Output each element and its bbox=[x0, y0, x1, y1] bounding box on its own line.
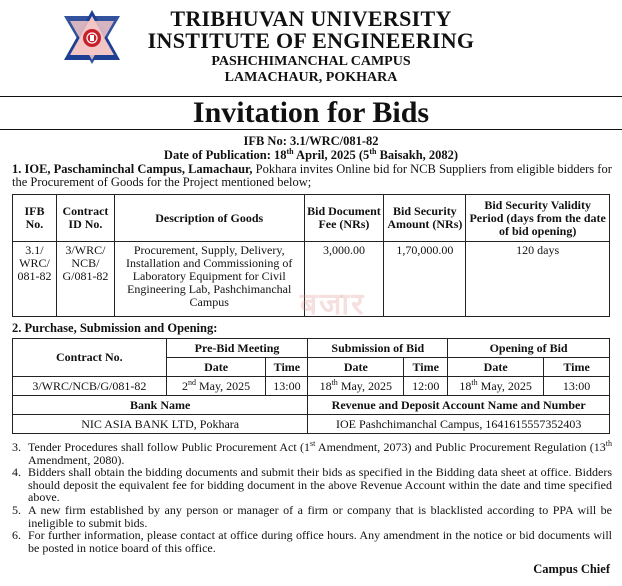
header-time: Time bbox=[266, 358, 308, 377]
notes-list bbox=[12, 441, 612, 554]
header bbox=[120, 8, 502, 86]
cell-submission-time: 12:00 bbox=[404, 377, 448, 396]
header-validity: Bid Security Validity Period (days from the date of bid opening) bbox=[466, 195, 610, 242]
cell-prebid-time: 13:00 bbox=[266, 377, 308, 396]
university-logo-icon bbox=[62, 8, 122, 66]
section-2-title: 2. Purchase, Submission and Opening: bbox=[12, 321, 218, 335]
header-time: Time bbox=[404, 358, 448, 377]
cell-submission-date: 18th May, 2025 bbox=[308, 377, 404, 396]
list-item: 5. A new firm established by any person or manager of a firm or company that is blacklisted according to PPA will be ineligible to submit bids. bbox=[12, 502, 612, 530]
schedule-table bbox=[12, 338, 610, 434]
cell-description: Procurement, Supply, Delivery, Installation and Commissioning of Laboratory Equipment for Civil Engineering Lab, Pashchimanchal Campus bbox=[114, 242, 304, 317]
page-title: Invitation for Bids bbox=[0, 96, 622, 130]
header-prebid: Pre-Bid Meeting bbox=[166, 339, 308, 358]
cell-opening-date: 18th May, 2025 bbox=[448, 377, 544, 396]
university-name: TRIBHUVAN UNIVERSITY bbox=[170, 6, 452, 31]
campus-location: LAMACHAUR, POKHARA bbox=[224, 70, 398, 85]
header-time: Time bbox=[544, 358, 610, 377]
cell-doc-fee: 3,000.00 bbox=[304, 242, 384, 317]
header-doc-fee: Bid Document Fee (NRs) bbox=[304, 195, 384, 242]
watermark: बजार bbox=[300, 287, 366, 322]
campus-name: PASHCHIMANCHAL CAMPUS bbox=[211, 54, 411, 69]
ifb-number: IFB No: 3.1/WRC/081-82 bbox=[243, 134, 379, 148]
header-date: Date bbox=[166, 358, 266, 377]
table-row bbox=[13, 415, 610, 434]
header-contract-no: Contract No. bbox=[13, 339, 167, 377]
bank-header-row bbox=[13, 396, 610, 415]
cell-opening-time: 13:00 bbox=[544, 377, 610, 396]
header-bank-name: Bank Name bbox=[13, 396, 308, 415]
cell-validity: 120 days bbox=[466, 242, 610, 317]
header-date: Date bbox=[448, 358, 544, 377]
cell-contract-no: 3/WRC/NCB/G/081-82 bbox=[13, 377, 167, 396]
table-row bbox=[13, 377, 610, 396]
header-date: Date bbox=[308, 358, 404, 377]
cell-contract-id: 3/WRC/ NCB/ G/081-82 bbox=[56, 242, 114, 317]
ifb-info bbox=[0, 134, 622, 162]
header-security-amount: Bid Security Amount (NRs) bbox=[384, 195, 466, 242]
list-item: 6. For further information, please contact at office during office hours. Any amendment in the notice or bid documents will be posted in notice board of this office. bbox=[12, 528, 612, 555]
header-contract-id: Contract ID No. bbox=[56, 195, 114, 242]
cell-account: IOE Pashchimanchal Campus, 1641615557352403 bbox=[308, 415, 610, 434]
section-1-intro: 1. IOE, Paschaminchal Campus, Lamachaur, Pokhara invites Online bid for NCB Suppliers from eligible bidders for the Procurement of Goods for the Project mentioned below; bbox=[12, 162, 612, 189]
header-submission: Submission of Bid bbox=[308, 339, 448, 358]
table-header-row bbox=[13, 195, 610, 242]
cell-ifb: 3.1/ WRC/ 081-82 bbox=[13, 242, 57, 317]
signature: Campus Chief bbox=[533, 562, 610, 576]
publication-date: Date of Publication: 18th April, 2025 (5th Baisakh, 2082) bbox=[163, 146, 459, 162]
header-opening: Opening of Bid bbox=[448, 339, 610, 358]
cell-security-amount: 1,70,000.00 bbox=[384, 242, 466, 317]
header-account: Revenue and Deposit Account Name and Number bbox=[308, 396, 610, 415]
cell-bank-name: NIC ASIA BANK LTD, Pokhara bbox=[13, 415, 308, 434]
list-item: 3. Tender Procedures shall follow Public Procurement Act (1st Amendment, 2073) and Public Procurement Regulation (13th Amendment, 2080). bbox=[12, 439, 612, 467]
header-ifb: IFB No. bbox=[13, 195, 57, 242]
list-item: 4. Bidders shall obtain the bidding documents and submit their bids as specified in the Bidding data sheet at office. Bidders should deposit the equivalent fee for bidding document in the above Revenue Account within the date and time specified above. bbox=[12, 465, 612, 505]
header-description: Description of Goods bbox=[114, 195, 304, 242]
cell-prebid-date: 2nd May, 2025 bbox=[166, 377, 266, 396]
schedule-group-header-row bbox=[13, 339, 610, 358]
institute-name: INSTITUTE OF ENGINEERING bbox=[147, 28, 475, 53]
